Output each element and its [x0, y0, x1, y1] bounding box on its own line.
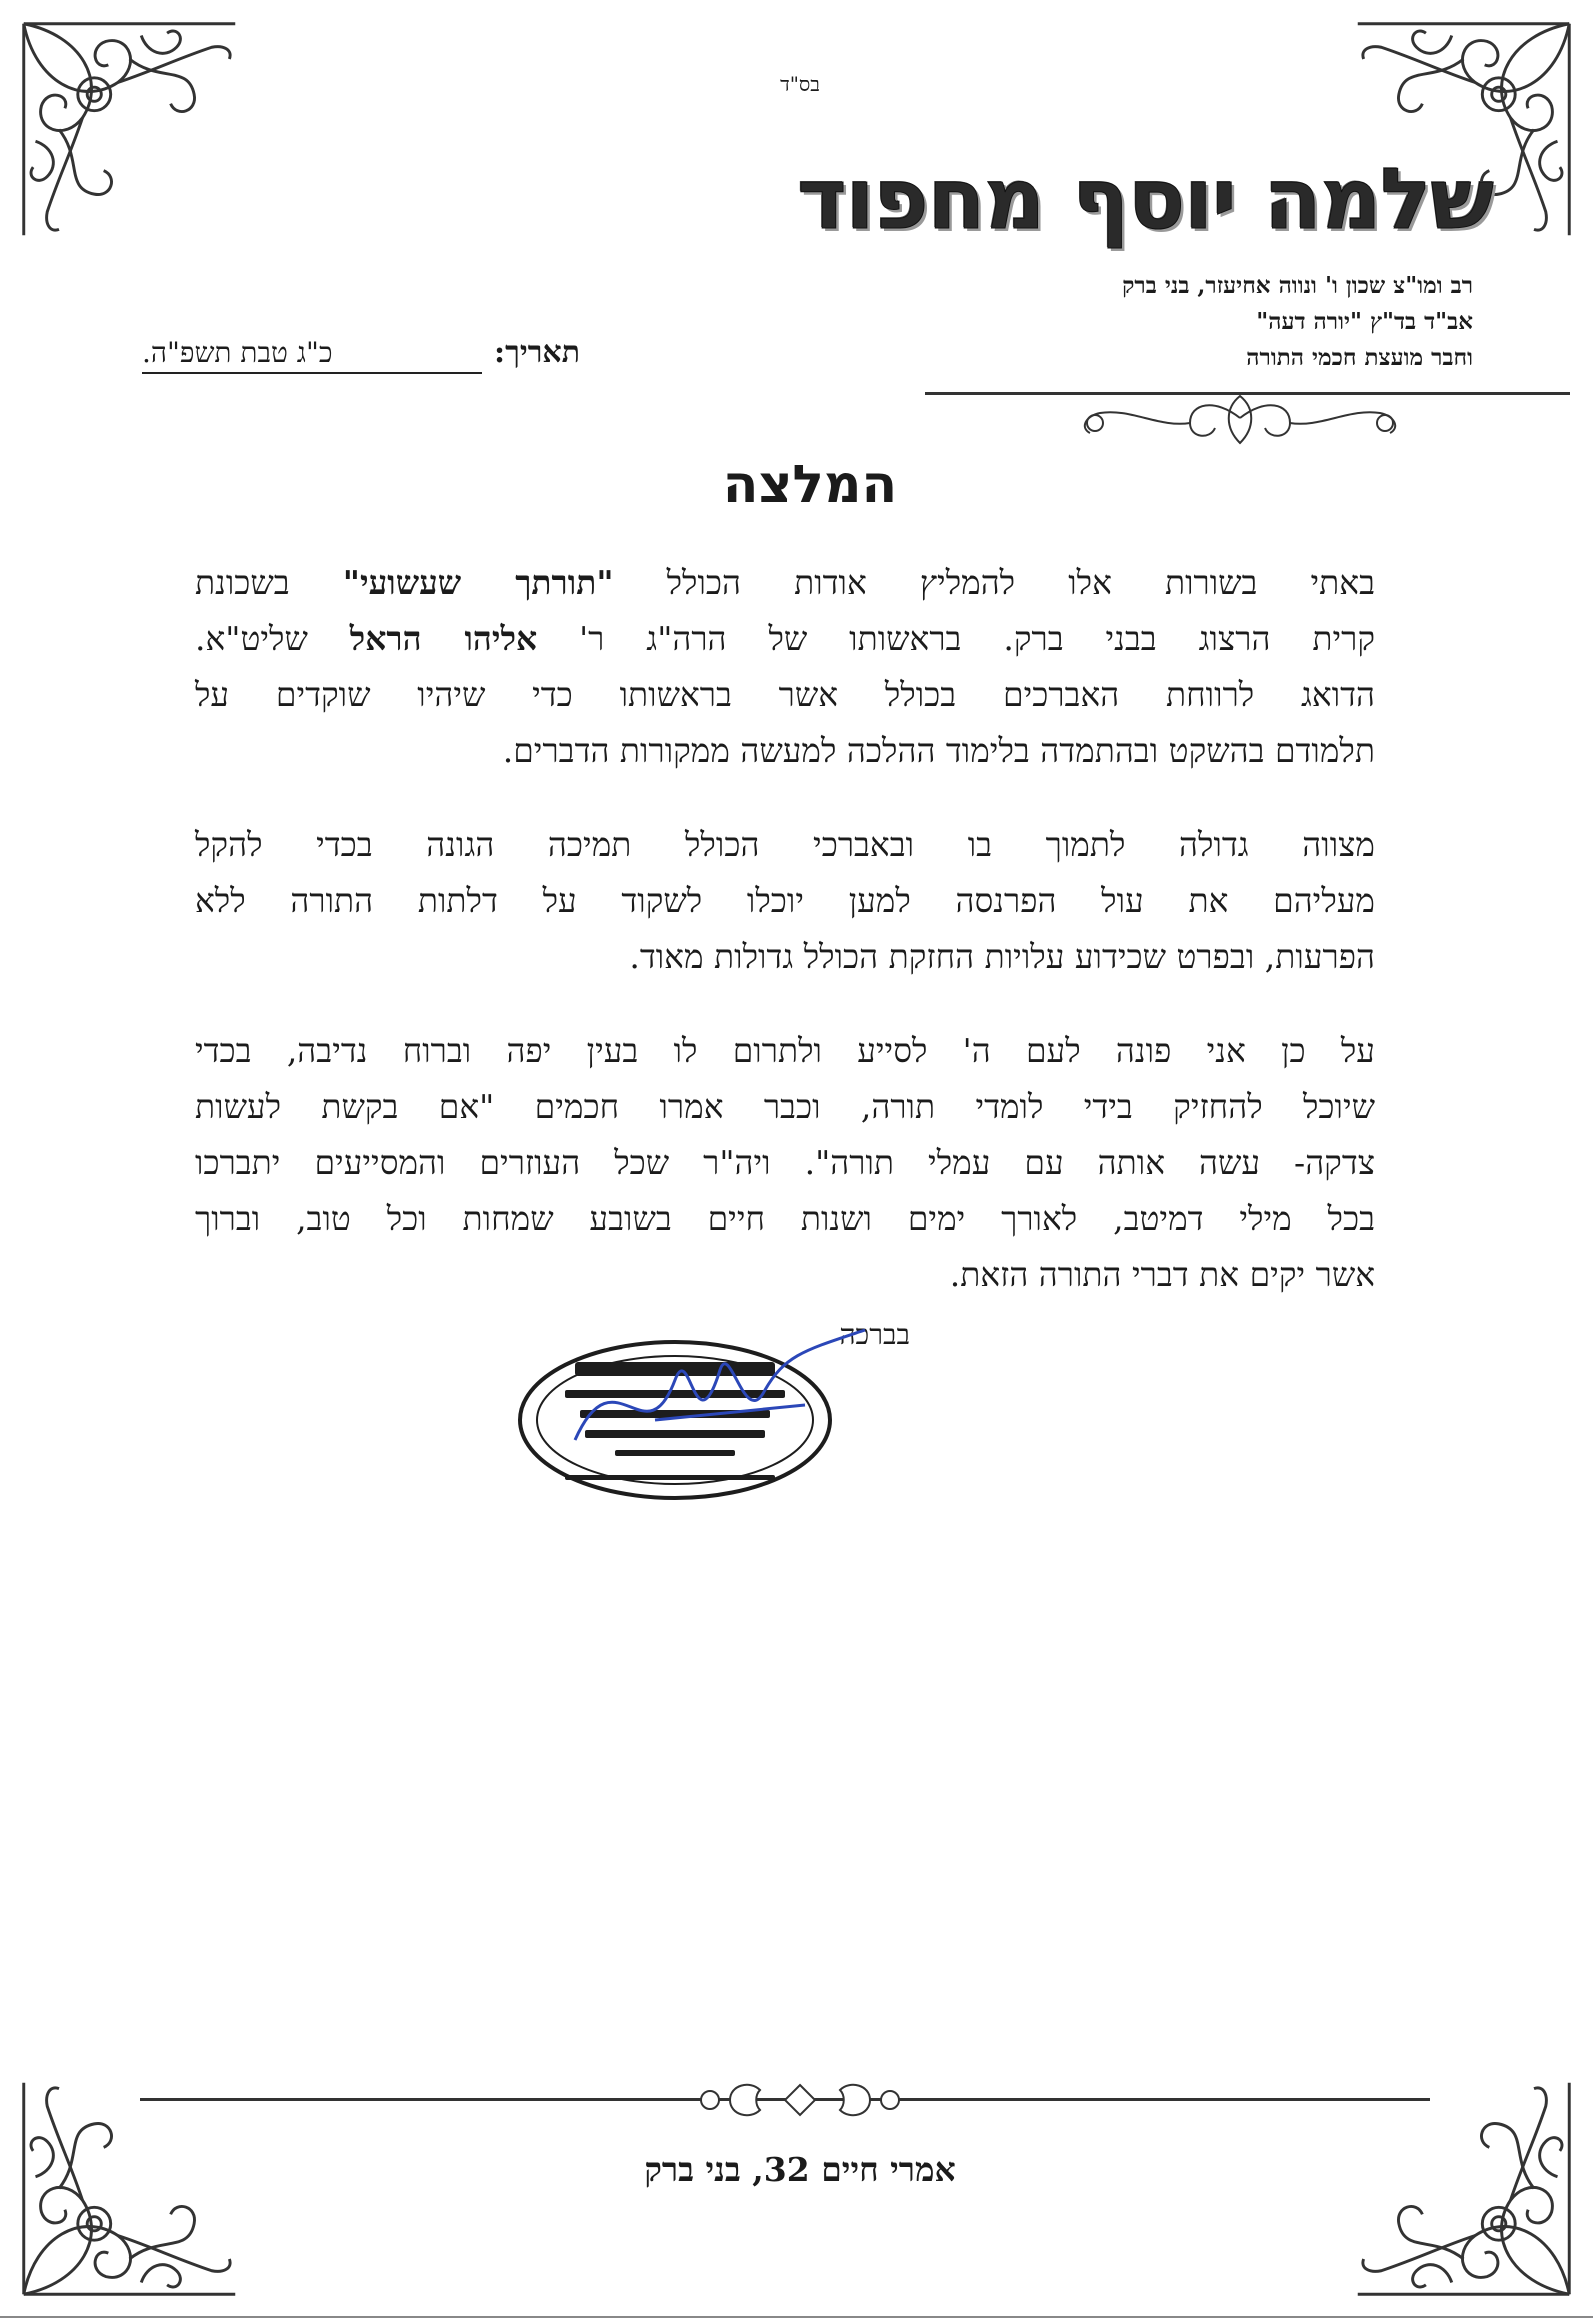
letterhead-name: שלמה יוסף מחפוד [797, 150, 1493, 248]
text-line: תלמודם בהשקט ובהתמדה בלימוד ההלכה למעשה ממקורות הדברים. [502, 731, 1375, 770]
text-line: מעליהם את עול הפרנסה למען יוכלו לשקוד על דלתות התורה ללא [195, 881, 1375, 920]
document-title: המלצה [722, 455, 898, 515]
text-line: בכל מילי דמיטב, לאורך ימים ושנות חיים בשובע שמחות וכל טוב, וברוך [195, 1199, 1375, 1238]
footer-address: אמרי חיים 32, בני ברק [644, 2150, 956, 2189]
date-value: כ"ג טבת תשפ"ה. [142, 336, 482, 374]
text-line: הדואג לרווחת האברכים בכולל אשר בראשותו כדי שיהיו שוקדים על [195, 675, 1375, 714]
footer-flourish-ornament [630, 2075, 970, 2125]
signature-opening: בברכה [839, 1318, 910, 1351]
text-line: הפרעות, ובפרט שכידוע עלויות החזקת הכולל גדולות מאוד. [629, 937, 1375, 976]
corner-ornament-bottom-left [12, 2071, 247, 2306]
paragraph-2 [195, 817, 1375, 985]
letterhead-line: אב"ד בד"ץ "יורה דעה" [1256, 308, 1473, 335]
rav-name: אליהו הראל [349, 619, 538, 658]
corner-ornament-top-left [12, 12, 247, 247]
date-row [120, 335, 580, 374]
text-line: קרית הרצוג בבני ברק. בראשותו של הרה"ג ר' אליהו הראל שליט"א. [195, 619, 1375, 658]
text-line: מצווה גדולה לתמוך בו ובאברכי הכולל תמיכה הגונה בכדי להקל [195, 825, 1375, 864]
letterhead-line: וחבר מועצת חכמי התורה [1246, 344, 1473, 371]
header-flourish-ornament [1050, 388, 1430, 458]
kollel-name: "תורתך שעשועי" [342, 563, 614, 602]
text-line: באתי בשורות אלו להמליץ אודות הכולל "תורתך שעשועי" בשכונת [195, 563, 1375, 602]
text-line: אשר יקים את דברי התורה הזאת. [949, 1255, 1375, 1294]
letter-body [195, 555, 1375, 1341]
rabbinical-stamp-with-signature [505, 1310, 905, 1510]
date-label: תאריך: [494, 335, 580, 370]
corner-ornament-bottom-right [1346, 2071, 1581, 2306]
paragraph-1 [195, 555, 1375, 779]
text-line: על כן אני פונה לעם ה' לסייע ולתרום לו בעין יפה וברוח נדיבה, בכדי [195, 1031, 1375, 1070]
letterhead-titles [773, 268, 1473, 376]
bsd-mark: בס"ד [780, 72, 820, 96]
letterhead-line: רב ומו"צ שכון ו' ונווה אחיעזר, בני ברק [1122, 272, 1473, 299]
paragraph-3 [195, 1023, 1375, 1303]
text-line: שיוכל להחזיק בידי לומדי תורה, וכבר אמרו חכמים "אם בקשת לעשות [195, 1087, 1375, 1126]
text-line: צדקה- עשה אותה עם עמלי תורה". ויה"ר שכל העוזרים והמסייעים יתברכו [195, 1143, 1375, 1182]
